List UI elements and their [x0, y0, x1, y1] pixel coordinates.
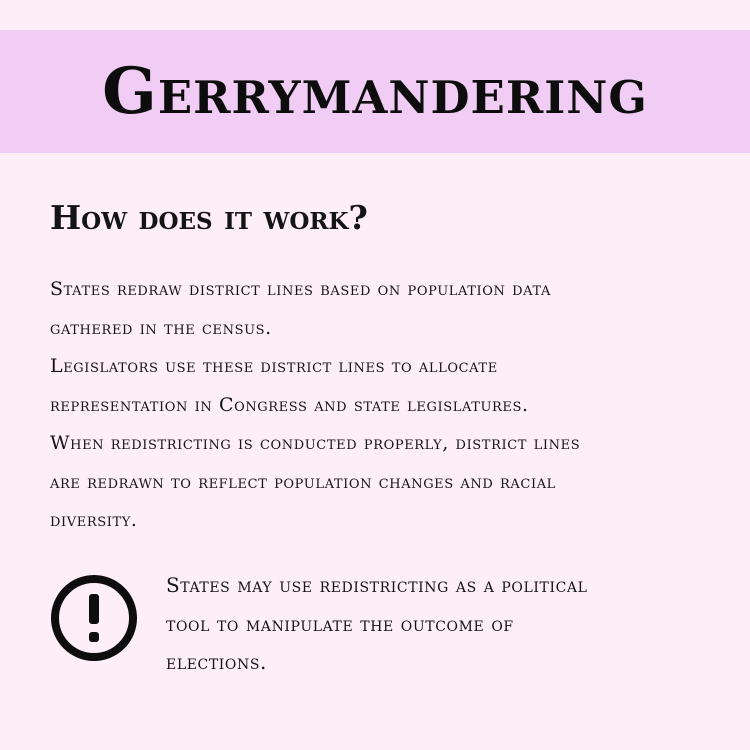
body-line: are redrawn to reflect population changes and racial	[50, 470, 556, 493]
body-line: When redistricting is conducted properly, district lines	[50, 432, 581, 454]
section-body	[50, 270, 710, 540]
callout-line: States may use redistricting as a political	[166, 573, 588, 597]
callout-line: elections.	[166, 650, 267, 674]
exclamation-circle-icon	[50, 574, 138, 662]
callout-text	[166, 566, 726, 682]
callout-line: tool to manipulate the outcome of	[166, 611, 514, 636]
body-line: representation in Congress and state legislatures.	[50, 393, 529, 416]
section-heading: How does it work?	[50, 198, 368, 237]
body-line: diversity.	[50, 509, 138, 531]
body-line: States redraw district lines based on population data	[50, 278, 551, 300]
page-title: Gerrymandering	[102, 54, 648, 129]
body-line: Legislators use these district lines to allocate	[50, 355, 498, 377]
body-line: gathered in the census.	[50, 316, 272, 339]
